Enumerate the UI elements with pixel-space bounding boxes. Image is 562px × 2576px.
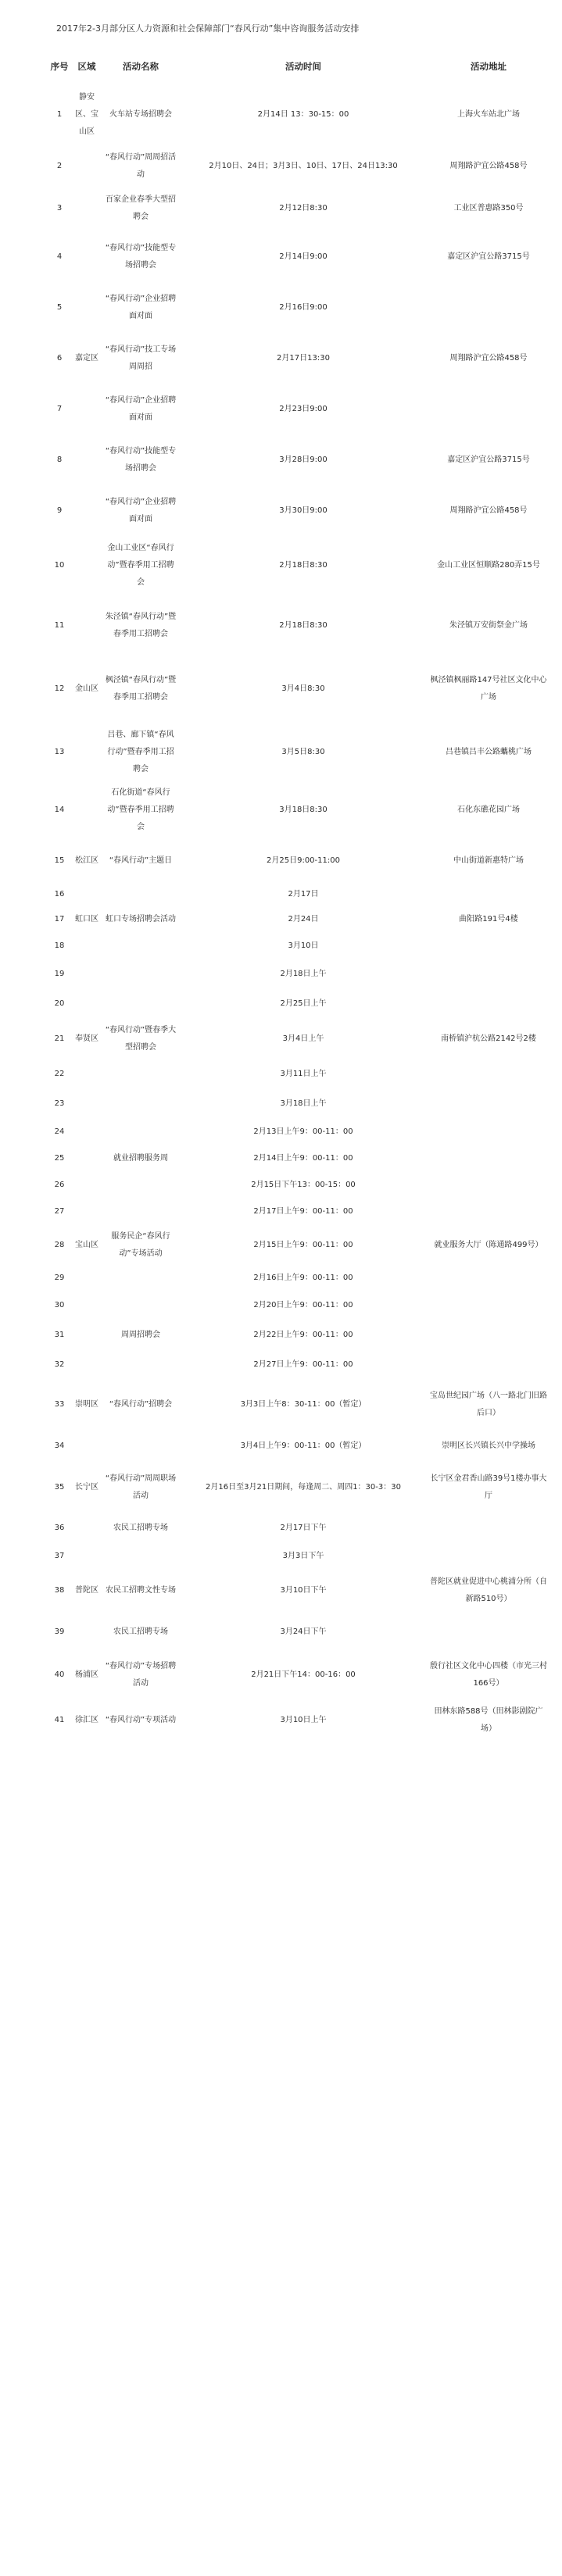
cell-address: 宝岛世纪园广场（八一路北门旧路后口） <box>430 1392 547 1417</box>
table-body <box>48 84 549 1742</box>
table-row <box>48 145 549 188</box>
cell-address: 田林东路588号（田林影剧院广场） <box>434 1707 543 1733</box>
cell-address <box>428 1350 549 1380</box>
cell-name: “春风行动”企业招聘面对面 <box>105 295 177 320</box>
header-district: 区域 <box>77 61 96 72</box>
table-row <box>48 1119 549 1145</box>
cell-address: 周翔路沪宜公路458号 <box>449 162 528 170</box>
table-row <box>48 534 549 597</box>
table-row <box>48 1225 549 1266</box>
cell-no: 14 <box>54 806 65 814</box>
cell-no: 20 <box>54 999 65 1008</box>
cell-address: 南桥镇沪杭公路2142号2楼 <box>441 1034 536 1043</box>
cell-name: 就业招聘服务周 <box>113 1154 168 1163</box>
cell-address: 周翔路沪宜公路458号 <box>449 354 528 363</box>
cell-no: 32 <box>54 1360 65 1369</box>
table-row <box>48 959 549 989</box>
table-row <box>48 1544 549 1569</box>
cell-no: 5 <box>56 303 63 312</box>
cell-time: 2月25日上午 <box>280 999 327 1008</box>
cell-district: 宝山区 <box>75 1241 98 1249</box>
cell-time: 2月17日上午9：00-11：00 <box>253 1207 353 1216</box>
cell-district <box>70 1320 103 1350</box>
cell-time: 3月18日上午 <box>280 1099 327 1108</box>
cell-name: 农民工招聘文性专场 <box>106 1586 176 1595</box>
table-row <box>48 1380 549 1430</box>
table-row <box>48 188 549 230</box>
cell-district <box>70 959 103 989</box>
cell-time: 2月14日上午9：00-11：00 <box>253 1154 353 1163</box>
cell-name: “春风行动”技能型专场招聘会 <box>105 447 177 473</box>
cell-name: 枫泾镇“春风行动”暨春季用工招聘会 <box>105 676 177 702</box>
table-row <box>48 1145 549 1172</box>
cell-name <box>103 959 178 989</box>
cell-address: 嘉定区沪宜公路3715号 <box>447 252 530 261</box>
cell-time: 2月14日 13：30-15：00 <box>257 110 349 119</box>
cell-time: 2月10日、24日；3月3日、10日、17日、24日13:30 <box>209 162 398 170</box>
cell-address <box>428 1513 549 1544</box>
cell-address: 金山工业区恒顺路280弄15号 <box>437 561 540 570</box>
cell-district: 金山区 <box>75 684 98 693</box>
cell-no: 13 <box>54 748 65 756</box>
cell-name: 火车站专场招聘会 <box>109 110 172 119</box>
cell-address: 吕巷镇吕丰公路蠵桃广场 <box>446 748 532 756</box>
table-row <box>48 1613 549 1652</box>
cell-no: 29 <box>54 1274 65 1282</box>
table-row <box>48 597 549 655</box>
cell-name: 石化街道“春风行动”暨春季用工招聘会 <box>107 788 174 831</box>
cell-time: 2月17日下午 <box>280 1524 327 1532</box>
table-row <box>48 1089 549 1119</box>
cell-name: 金山工业区“春风行动”暨春季用工招聘会 <box>107 544 174 587</box>
cell-no: 27 <box>54 1207 65 1216</box>
table-row <box>48 433 549 488</box>
cell-time: 3月5日8:30 <box>281 748 325 756</box>
cell-district <box>70 1089 103 1119</box>
cell-address <box>428 933 549 959</box>
cell-district <box>70 933 103 959</box>
cell-district <box>70 597 103 655</box>
cell-no: 37 <box>54 1552 65 1560</box>
cell-time: 2月16日至3月21日期间，每逢周二、周四1：30-3：30 <box>206 1483 401 1492</box>
cell-name <box>103 1350 178 1380</box>
cell-name <box>103 1544 178 1569</box>
cell-no: 7 <box>56 405 63 413</box>
cell-name: 农民工招聘专场 <box>113 1524 168 1532</box>
cell-name: 百家企业春季大型招聘会 <box>106 195 176 221</box>
table-row <box>48 655 549 723</box>
cell-name <box>103 1059 178 1089</box>
cell-no: 38 <box>54 1586 65 1595</box>
cell-name: “春风行动”招聘会 <box>109 1400 173 1409</box>
schedule-table <box>48 55 549 1742</box>
cell-no: 15 <box>54 856 65 865</box>
cell-no: 9 <box>56 506 63 515</box>
cell-district <box>70 488 103 534</box>
cell-name <box>103 1199 178 1225</box>
table-row <box>48 723 549 781</box>
cell-district: 崇明区 <box>75 1400 98 1409</box>
cell-name: “春风行动”企业招聘面对面 <box>105 396 177 422</box>
cell-time: 3月10日 <box>288 941 319 950</box>
cell-name: “春风行动”周周招活动 <box>105 153 177 179</box>
cell-time: 2月17日13:30 <box>277 354 330 363</box>
cell-name: “春风行动”暨春季大型招聘会 <box>105 1026 177 1052</box>
cell-name: 农民工招聘专场 <box>113 1627 168 1636</box>
table-row <box>48 488 549 534</box>
cell-address <box>428 1172 549 1199</box>
table-row <box>48 781 549 839</box>
cell-time: 2月15日上午9：00-11：00 <box>253 1241 353 1249</box>
cell-district <box>70 1513 103 1544</box>
cell-address: 嘉定区沪宜公路3715号 <box>447 456 530 464</box>
cell-district <box>70 1119 103 1145</box>
cell-district <box>70 1430 103 1463</box>
cell-district <box>70 1199 103 1225</box>
cell-address: 崇明区长兴镇长兴中学操场 <box>442 1442 535 1450</box>
cell-address: 朱泾镇万安街祭金广场 <box>449 621 528 630</box>
cell-district <box>70 781 103 839</box>
table-row <box>48 933 549 959</box>
cell-address: 枫泾镇枫丽路147号社区文化中心广场 <box>430 676 547 702</box>
cell-no: 19 <box>54 970 65 978</box>
cell-district: 静安区、宝山区 <box>75 93 98 136</box>
cell-district: 长宁区 <box>75 1483 98 1492</box>
cell-address <box>428 959 549 989</box>
cell-district: 虹口区 <box>75 915 98 924</box>
cell-district <box>70 145 103 188</box>
cell-time: 3月4日上午 <box>282 1034 324 1043</box>
cell-no: 39 <box>54 1627 65 1636</box>
cell-address: 周翔路沪宜公路458号 <box>449 506 528 515</box>
cell-name: 周周招聘会 <box>121 1331 160 1339</box>
cell-district <box>70 883 103 906</box>
cell-time: 2月24日 <box>288 915 319 924</box>
cell-name: “春风行动”技工专场周周招 <box>105 345 177 371</box>
cell-time: 2月12日8:30 <box>279 204 328 213</box>
cell-no: 10 <box>54 561 65 570</box>
cell-name <box>103 933 178 959</box>
cell-address <box>428 989 549 1019</box>
cell-no: 31 <box>54 1331 65 1339</box>
cell-district: 杨浦区 <box>75 1670 98 1679</box>
cell-name: 吕巷、廊下镇“春风行动”暨春季用工招聘会 <box>107 731 174 774</box>
cell-district <box>70 1266 103 1291</box>
header-address: 活动地址 <box>471 61 507 72</box>
cell-no: 36 <box>54 1524 65 1532</box>
cell-name: “春风行动”专项活动 <box>105 1716 177 1724</box>
table-row <box>48 1059 549 1089</box>
cell-name: “春风行动”周周职场活动 <box>105 1474 177 1500</box>
cell-district <box>70 1291 103 1320</box>
cell-time: 2月21日下午14：00-16：00 <box>251 1670 356 1679</box>
cell-address: 中山街道新惠特广场 <box>453 856 524 865</box>
cell-address <box>428 1199 549 1225</box>
cell-no: 26 <box>54 1181 65 1189</box>
cell-time: 2月18日8:30 <box>279 561 328 570</box>
table-row <box>48 1350 549 1380</box>
cell-time: 2月15日下午13：00-15：00 <box>251 1181 356 1189</box>
table-row <box>48 1652 549 1699</box>
table-row <box>48 84 549 145</box>
cell-address: 殷行社区文化中心四楼（市光三村166号） <box>430 1662 547 1688</box>
cell-no: 1 <box>56 110 63 119</box>
cell-no: 22 <box>54 1070 65 1078</box>
cell-time: 3月28日9:00 <box>279 456 328 464</box>
cell-time: 3月3日下午 <box>282 1552 324 1560</box>
cell-district <box>70 534 103 597</box>
cell-time: 3月24日下午 <box>280 1627 327 1636</box>
cell-address: 石化东礁花园广场 <box>457 806 520 814</box>
cell-address <box>428 1145 549 1172</box>
cell-time: 2月22日上午9：00-11：00 <box>253 1331 353 1339</box>
cell-address: 工业区普惠路350号 <box>453 204 524 213</box>
table-row <box>48 1320 549 1350</box>
cell-district <box>70 723 103 781</box>
cell-no: 21 <box>54 1034 65 1043</box>
cell-district <box>70 1059 103 1089</box>
cell-no: 35 <box>54 1483 65 1492</box>
cell-time: 2月16日上午9：00-11：00 <box>253 1274 353 1282</box>
page-title: 2017年2-3月部分区人力资源和社会保障部门“春风行动”集中咨询服务活动安排 <box>56 23 360 34</box>
cell-no: 23 <box>54 1099 65 1108</box>
cell-time: 2月27日上午9：00-11：00 <box>253 1360 353 1369</box>
cell-time: 2月18日上午 <box>280 970 327 978</box>
cell-address: 曲阳路191号4楼 <box>459 915 518 924</box>
cell-time: 3月10日上午 <box>280 1716 327 1724</box>
table-row <box>48 1430 549 1463</box>
cell-no: 6 <box>56 354 63 363</box>
cell-no: 28 <box>54 1241 65 1249</box>
cell-no: 8 <box>56 456 63 464</box>
cell-address <box>428 1119 549 1145</box>
header-name: 活动名称 <box>123 61 159 72</box>
cell-district <box>70 284 103 331</box>
table-row <box>48 1019 549 1059</box>
cell-no: 17 <box>54 915 65 924</box>
table-row <box>48 1513 549 1544</box>
cell-no: 4 <box>56 252 63 261</box>
cell-address <box>428 1266 549 1291</box>
cell-district <box>70 989 103 1019</box>
cell-address <box>428 1291 549 1320</box>
table-row <box>48 1569 549 1613</box>
table-row <box>48 906 549 933</box>
cell-district: 奉贤区 <box>75 1034 98 1043</box>
table-row <box>48 989 549 1019</box>
cell-address <box>428 1089 549 1119</box>
cell-time: 2月17日 <box>288 890 319 899</box>
cell-no: 33 <box>54 1400 65 1409</box>
header-time: 活动时间 <box>285 61 321 72</box>
cell-district <box>70 386 103 433</box>
table-row <box>48 1699 549 1742</box>
cell-address: 普陀区就业促进中心桃浦分所（自新路510号） <box>430 1577 547 1603</box>
cell-no: 16 <box>54 890 65 899</box>
cell-name <box>103 1291 178 1320</box>
cell-no: 41 <box>54 1716 65 1724</box>
cell-no: 25 <box>54 1154 65 1163</box>
cell-time: 3月11日上午 <box>280 1070 327 1078</box>
cell-time: 2月16日9:00 <box>279 303 328 312</box>
cell-district <box>70 433 103 488</box>
table-row <box>48 839 549 883</box>
cell-address: 上海火车站北广场 <box>457 110 520 119</box>
cell-name <box>103 1089 178 1119</box>
cell-district <box>70 1613 103 1652</box>
cell-address: 长宁区金君香山路39号1楼办事大厅 <box>430 1474 547 1500</box>
cell-time: 3月4日上午9：00-11：00（暂定） <box>240 1442 367 1450</box>
cell-name: 虹口专场招聘会活动 <box>106 915 176 924</box>
cell-no: 12 <box>54 684 65 693</box>
cell-time: 2月14日9:00 <box>279 252 328 261</box>
cell-time: 3月3日上午8：30-11：00（暂定） <box>240 1400 367 1409</box>
cell-no: 2 <box>56 162 63 170</box>
table-row <box>48 386 549 433</box>
cell-address: 就业服务大厅（陈通路499号） <box>434 1241 543 1249</box>
table-row <box>48 883 549 906</box>
cell-name <box>103 1266 178 1291</box>
table-row <box>48 1266 549 1291</box>
cell-time: 2月23日9:00 <box>279 405 328 413</box>
header-no: 序号 <box>50 61 69 72</box>
cell-address <box>428 1613 549 1652</box>
cell-district: 徐汇区 <box>75 1716 98 1724</box>
cell-name: “春风行动”主题日 <box>109 856 173 865</box>
table-row <box>48 1172 549 1199</box>
cell-no: 40 <box>54 1670 65 1679</box>
cell-time: 3月30日9:00 <box>279 506 328 515</box>
table-row <box>48 1463 549 1513</box>
cell-name: “春风行动”企业招聘面对面 <box>105 498 177 523</box>
cell-time: 2月20日上午9：00-11：00 <box>253 1301 353 1309</box>
cell-name: “春风行动”专场招聘活动 <box>105 1662 177 1688</box>
cell-time: 2月18日8:30 <box>279 621 328 630</box>
table-row <box>48 331 549 386</box>
cell-name <box>103 1430 178 1463</box>
cell-no: 30 <box>54 1301 65 1309</box>
table-row <box>48 284 549 331</box>
cell-name <box>103 1119 178 1145</box>
cell-time: 2月13日上午9：00-11：00 <box>253 1127 353 1136</box>
cell-no: 24 <box>54 1127 65 1136</box>
table-row <box>48 1291 549 1320</box>
cell-district <box>70 1145 103 1172</box>
cell-district: 松江区 <box>75 856 98 865</box>
cell-district <box>70 1350 103 1380</box>
cell-no: 11 <box>54 621 65 630</box>
cell-district <box>70 188 103 230</box>
cell-address <box>428 386 549 433</box>
cell-address <box>428 883 549 906</box>
table-row <box>48 230 549 284</box>
cell-name <box>103 989 178 1019</box>
cell-district <box>70 1544 103 1569</box>
cell-district: 嘉定区 <box>75 354 98 363</box>
cell-time: 2月25日9:00-11:00 <box>267 856 340 865</box>
cell-name <box>103 883 178 906</box>
cell-address <box>428 1320 549 1350</box>
cell-name: 服务民企“春风行动”专场活动 <box>111 1232 170 1258</box>
cell-name: “春风行动”技能型专场招聘会 <box>105 244 177 270</box>
cell-address <box>428 1059 549 1089</box>
cell-time: 3月18日8:30 <box>279 806 328 814</box>
cell-district <box>70 1172 103 1199</box>
cell-no: 18 <box>54 941 65 950</box>
cell-address <box>428 284 549 331</box>
cell-name: 朱泾镇“春风行动”暨春季用工招聘会 <box>105 613 177 638</box>
cell-district <box>70 230 103 284</box>
table-header-row <box>48 55 549 84</box>
cell-address <box>428 1544 549 1569</box>
cell-district: 普陀区 <box>75 1586 98 1595</box>
cell-time: 3月10日下午 <box>280 1586 327 1595</box>
cell-no: 3 <box>56 204 63 213</box>
table-row <box>48 1199 549 1225</box>
cell-name <box>103 1172 178 1199</box>
cell-no: 34 <box>54 1442 65 1450</box>
cell-time: 3月4日8:30 <box>281 684 325 693</box>
